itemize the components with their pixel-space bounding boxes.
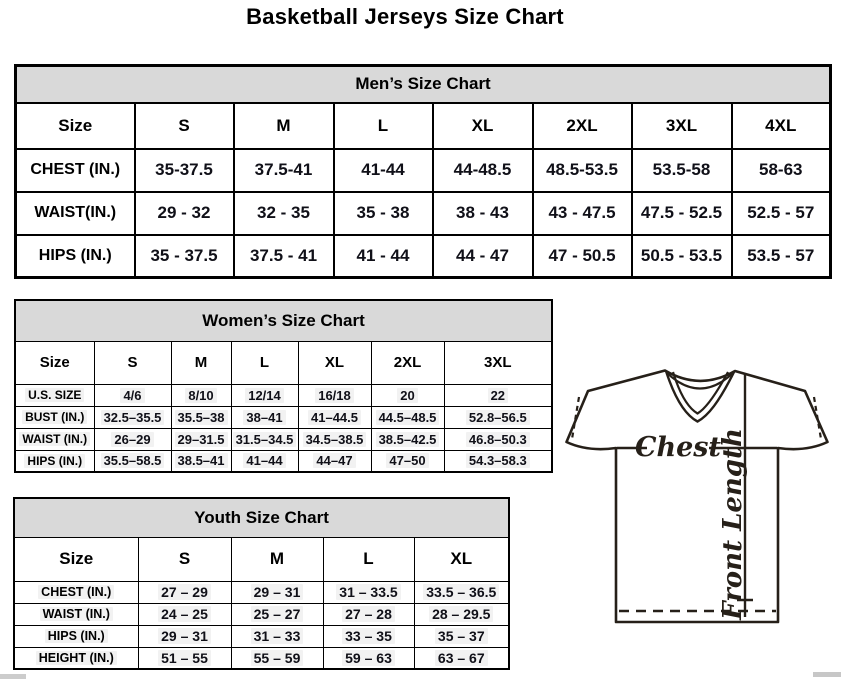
men-size-value: 41-44 xyxy=(361,160,405,179)
men-size-cell xyxy=(533,149,632,192)
women-size-cell xyxy=(94,450,171,472)
chest-label: Chest xyxy=(635,432,721,463)
youth-size-cell xyxy=(138,625,231,647)
jersey-outline xyxy=(567,371,828,623)
women-column-header: XL xyxy=(298,341,371,384)
men-size-value: 52.5 - 57 xyxy=(747,203,815,222)
youth-column-header: S xyxy=(138,537,231,581)
women-size-value: 44.5–48.5 xyxy=(376,410,440,425)
women-size-cell xyxy=(444,450,552,472)
youth-size-cell xyxy=(231,647,323,669)
men-size-value: 38 - 43 xyxy=(456,203,509,222)
men-size-value: 35-37.5 xyxy=(155,160,213,179)
women-size-value: 46.8–50.3 xyxy=(466,432,530,447)
youth-size-cell xyxy=(138,647,231,669)
women-size-value: 38.5–41 xyxy=(175,453,228,468)
women-size-value: 38.5–42.5 xyxy=(376,432,440,447)
men-size-cell xyxy=(732,192,831,235)
men-size-cell xyxy=(135,192,234,235)
women-size-cell xyxy=(444,406,552,428)
women-size-value: 38–41 xyxy=(243,410,285,425)
youth-size-table xyxy=(13,497,510,670)
men-size-cell xyxy=(632,192,732,235)
women-column-header-row xyxy=(15,341,552,384)
men-row-label xyxy=(16,149,135,192)
youth-row-label-text: HIPS (IN.) xyxy=(45,629,108,643)
women-size-cell xyxy=(298,450,371,472)
women-size-value: 32.5–35.5 xyxy=(101,410,165,425)
youth-size-cell xyxy=(138,603,231,625)
youth-table-row xyxy=(14,625,509,647)
women-row-label-text: WAIST (IN.) xyxy=(19,432,90,446)
women-row-label xyxy=(15,384,94,406)
men-size-cell xyxy=(433,149,533,192)
men-size-value: 53.5 - 57 xyxy=(747,245,815,265)
page-title: Basketball Jerseys Size Chart xyxy=(246,4,564,29)
women-column-header: M xyxy=(171,341,231,384)
youth-size-cell xyxy=(414,581,509,603)
men-size-cell xyxy=(433,192,533,235)
women-row-label xyxy=(15,428,94,450)
youth-size-cell xyxy=(138,581,231,603)
youth-column-header: L xyxy=(323,537,414,581)
women-size-cell xyxy=(94,384,171,406)
youth-row-label-text: CHEST (IN.) xyxy=(38,585,114,599)
women-size-cell xyxy=(298,406,371,428)
youth-size-value: 31 – 33 xyxy=(251,628,304,644)
women-row-label xyxy=(15,406,94,428)
men-size-value: 35 - 37.5 xyxy=(150,245,218,265)
youth-size-value: 63 – 67 xyxy=(435,650,488,666)
youth-row-label-text: WAIST (IN.) xyxy=(40,607,113,621)
men-table-row xyxy=(16,192,831,235)
women-size-value: 26–29 xyxy=(111,432,153,447)
youth-row-label-text: HEIGHT (IN.) xyxy=(36,651,117,665)
women-size-value: 12/14 xyxy=(245,388,284,403)
women-size-cell xyxy=(371,428,444,450)
men-size-cell xyxy=(632,235,732,278)
youth-table-title-row xyxy=(14,498,509,537)
youth-column-header: Size xyxy=(14,537,138,581)
men-size-value: 43 - 47.5 xyxy=(548,203,616,222)
youth-table-row xyxy=(14,647,509,669)
men-size-cell xyxy=(732,149,831,192)
women-row-label-text: HIPS (IN.) xyxy=(24,454,85,468)
youth-size-value: 59 – 63 xyxy=(342,650,395,666)
men-column-header: S xyxy=(135,103,234,149)
women-size-value: 16/18 xyxy=(315,388,354,403)
women-size-value: 4/6 xyxy=(120,388,144,403)
men-table-title: Men’s Size Chart xyxy=(16,66,831,103)
women-size-cell xyxy=(444,428,552,450)
women-size-value: 34.5–38.5 xyxy=(303,432,367,447)
women-table-row xyxy=(15,450,552,472)
men-size-value: 44-48.5 xyxy=(453,160,512,179)
youth-size-cell xyxy=(323,603,414,625)
youth-column-header: XL xyxy=(414,537,509,581)
youth-size-value: 27 – 29 xyxy=(158,584,211,600)
men-column-header: 4XL xyxy=(732,103,831,149)
youth-size-value: 33 – 35 xyxy=(342,628,395,644)
youth-size-cell xyxy=(231,581,323,603)
men-size-cell xyxy=(433,235,533,278)
youth-size-value: 28 – 29.5 xyxy=(429,606,493,622)
men-size-cell xyxy=(334,192,433,235)
youth-size-cell xyxy=(414,647,509,669)
men-size-cell xyxy=(533,235,632,278)
women-size-value: 22 xyxy=(488,388,508,403)
women-column-header: S xyxy=(94,341,171,384)
women-table-row xyxy=(15,428,552,450)
men-column-header: M xyxy=(234,103,334,149)
women-table-row xyxy=(15,384,552,406)
women-size-value: 35.5–58.5 xyxy=(101,453,165,468)
youth-table-title: Youth Size Chart xyxy=(14,498,509,537)
youth-size-value: 35 – 37 xyxy=(435,628,488,644)
women-size-cell xyxy=(371,450,444,472)
youth-row-label xyxy=(14,581,138,603)
women-size-value: 31.5–34.5 xyxy=(233,432,297,447)
men-size-value: 53.5-58 xyxy=(652,160,711,179)
women-size-cell xyxy=(444,384,552,406)
youth-size-value: 51 – 55 xyxy=(158,650,211,666)
women-size-value: 54.3–58.3 xyxy=(466,453,530,468)
youth-size-cell xyxy=(323,625,414,647)
women-row-label xyxy=(15,450,94,472)
women-table-row xyxy=(15,406,552,428)
men-size-value: 44 - 47 xyxy=(456,245,509,265)
women-size-value: 20 xyxy=(397,388,417,403)
women-table-title-row xyxy=(15,300,552,341)
jersey-diagram-svg xyxy=(560,360,843,630)
men-column-header: L xyxy=(334,103,433,149)
women-size-table xyxy=(14,299,553,473)
men-size-value: 58-63 xyxy=(759,160,803,179)
youth-size-value: 33.5 – 36.5 xyxy=(423,584,499,600)
women-size-value: 52.8–56.5 xyxy=(466,410,530,425)
youth-size-value: 55 – 59 xyxy=(251,650,304,666)
men-column-header-row xyxy=(16,103,831,149)
women-size-value: 8/10 xyxy=(185,388,216,403)
women-row-label-text: BUST (IN.) xyxy=(22,410,87,424)
men-table-title-row xyxy=(16,66,831,103)
women-size-value: 35.5–38 xyxy=(175,410,228,425)
women-size-cell xyxy=(231,384,298,406)
front-length-label: Front Length xyxy=(718,428,748,620)
youth-row-label xyxy=(14,625,138,647)
men-size-value: 35 - 38 xyxy=(356,203,410,222)
men-column-header: Size xyxy=(16,103,135,149)
men-size-cell xyxy=(135,149,234,192)
women-row-label-text: U.S. SIZE xyxy=(25,388,84,402)
youth-size-value: 25 – 27 xyxy=(251,606,304,622)
women-size-cell xyxy=(171,428,231,450)
men-size-cell xyxy=(234,149,334,192)
women-size-cell xyxy=(94,428,171,450)
men-size-cell xyxy=(135,235,234,278)
women-size-cell xyxy=(171,406,231,428)
women-size-cell xyxy=(231,450,298,472)
youth-size-cell xyxy=(231,603,323,625)
men-row-label-text: CHEST (IN.) xyxy=(30,161,121,178)
women-size-cell xyxy=(371,384,444,406)
men-row-label xyxy=(16,192,135,235)
scrollbar-thumb-left[interactable] xyxy=(0,674,26,679)
jersey-measurement-diagram xyxy=(560,360,843,630)
men-table-row xyxy=(16,235,831,278)
youth-size-cell xyxy=(323,581,414,603)
men-size-value: 47 - 50.5 xyxy=(548,245,616,265)
women-table-title: Women’s Size Chart xyxy=(15,300,552,341)
men-size-cell xyxy=(732,235,831,278)
men-size-value: 41 - 44 xyxy=(356,245,410,265)
men-size-value: 29 - 32 xyxy=(157,203,211,222)
women-column-header: Size xyxy=(15,341,94,384)
men-size-value: 32 - 35 xyxy=(257,203,310,222)
men-column-header: 2XL xyxy=(533,103,632,149)
youth-table-row xyxy=(14,581,509,603)
youth-size-value: 29 – 31 xyxy=(158,628,211,644)
youth-size-value: 31 – 33.5 xyxy=(336,584,400,600)
youth-size-value: 29 – 31 xyxy=(251,584,304,600)
youth-row-label xyxy=(14,603,138,625)
women-size-value: 41–44.5 xyxy=(308,410,361,425)
men-size-cell xyxy=(533,192,632,235)
women-column-header: 3XL xyxy=(444,341,552,384)
youth-column-header: M xyxy=(231,537,323,581)
scrollbar-thumb-right[interactable] xyxy=(813,672,841,677)
women-size-cell xyxy=(171,450,231,472)
men-column-header: XL xyxy=(433,103,533,149)
women-size-value: 41–44 xyxy=(243,453,285,468)
youth-size-value: 27 – 28 xyxy=(342,606,395,622)
women-size-cell xyxy=(371,406,444,428)
men-size-value: 47.5 - 52.5 xyxy=(640,203,723,222)
men-size-value: 37.5 - 41 xyxy=(249,245,318,265)
youth-size-cell xyxy=(323,647,414,669)
men-row-label-text: HIPS (IN.) xyxy=(38,246,112,264)
women-size-cell xyxy=(231,428,298,450)
men-size-cell xyxy=(334,149,433,192)
youth-size-cell xyxy=(414,625,509,647)
women-size-cell xyxy=(231,406,298,428)
youth-size-value: 24 – 25 xyxy=(158,606,211,622)
youth-size-cell xyxy=(414,603,509,625)
men-size-value: 48.5-53.5 xyxy=(546,160,618,179)
men-column-header: 3XL xyxy=(632,103,732,149)
women-size-value: 47–50 xyxy=(386,453,428,468)
men-size-cell xyxy=(234,192,334,235)
women-size-cell xyxy=(298,428,371,450)
youth-size-cell xyxy=(231,625,323,647)
men-size-table xyxy=(14,64,832,279)
men-size-value: 50.5 - 53.5 xyxy=(640,245,723,265)
women-column-header: 2XL xyxy=(371,341,444,384)
women-column-header: L xyxy=(231,341,298,384)
women-size-value: 44–47 xyxy=(313,453,355,468)
men-size-cell xyxy=(632,149,732,192)
women-size-cell xyxy=(94,406,171,428)
women-size-cell xyxy=(171,384,231,406)
youth-row-label xyxy=(14,647,138,669)
women-size-cell xyxy=(298,384,371,406)
men-size-cell xyxy=(234,235,334,278)
youth-column-header-row xyxy=(14,537,509,581)
youth-table-row xyxy=(14,603,509,625)
women-size-value: 29–31.5 xyxy=(175,432,228,447)
men-table-row xyxy=(16,149,831,192)
men-row-label xyxy=(16,235,135,278)
men-row-label-text: WAIST(IN.) xyxy=(34,204,117,221)
men-size-value: 37.5-41 xyxy=(254,160,313,179)
men-size-cell xyxy=(334,235,433,278)
